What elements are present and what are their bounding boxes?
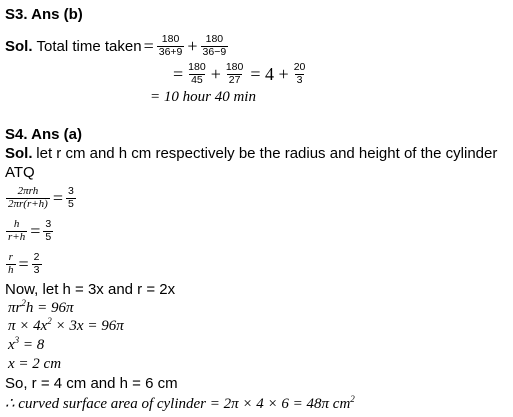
s4-now-line: Now, let h = 3x and r = 2x [5,281,176,298]
s3-fraction-2: $\frac{180}{36-9}$ [202,33,227,58]
s4-heading: S4. Ans (a) [5,126,82,143]
s4-ratio-1: $\frac{\text{2πrh}}{2\pi r(r+h)}$ = $\frac{3}{5}$ [8,184,74,210]
s3-line-2: = $\frac{180}{45}$ + $\frac{180}{27}$ = 4 + $\frac{20}{3}$ [173,61,306,86]
s4-ratio-3: $\frac{r}{h}$ = $\frac{2}{3}$ [8,250,40,276]
s4-eq-a: $\pi r^2h = 96\pi$ [8,298,74,316]
s4-final-line: ∴ curved surface area of cylinder = 2π × 4 × 6 = 48π $cm^2$ [5,394,355,412]
s4-intro-line [5,145,497,163]
s3-eq1: = [143,35,154,56]
s3-fraction-3: $\frac{180}{45}$ [188,61,206,86]
s3-heading: S3. Ans (b) [5,6,83,23]
s4-eq-b: $\pi \times 4x^2 \times 3x = 96\pi$ [8,316,124,334]
s3-plus1: + [187,35,198,56]
s3-fraction-1: $\frac{180}{36+9}$ [158,33,183,58]
s3-fraction-5: $\frac{20}{3}$ [293,61,306,86]
s3-intro: Total time taken [36,37,142,55]
s4-eq-d: x = 2 cm [8,356,62,372]
s4-so-line: So, r = 4 cm and h = 6 cm [5,375,178,392]
s4-ratio-2: $\frac{h}{r+h}$ = $\frac{3}{5}$ [8,217,52,243]
s3-sol-label: Sol. [5,37,33,55]
s3-result: = 10 hour 40 min [150,89,256,105]
s4-intro: let r cm and h cm respectively be the radius and height of the cylinder [36,145,498,162]
s4-atq: ATQ [5,164,35,181]
s4-sol-label: Sol. [5,145,33,162]
s3-fraction-4: $\frac{180}{27}$ [225,61,244,86]
s4-eq-c: $x^3 = 8$ [8,335,45,353]
